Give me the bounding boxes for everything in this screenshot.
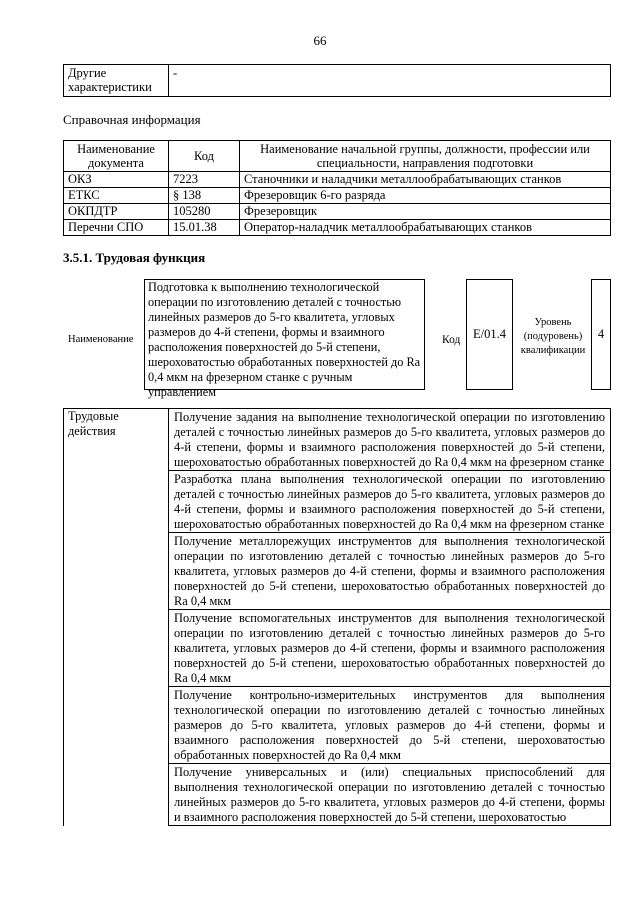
column-header-document: Наименование документа <box>64 141 169 172</box>
row-code: 7223 <box>169 172 240 188</box>
column-header-code: Код <box>169 141 240 172</box>
row-name: Оператор-наладчик металлообрабатывающих станков <box>240 220 611 236</box>
row-name: Фрезеровщик <box>240 204 611 220</box>
row-code: § 138 <box>169 188 240 204</box>
labor-action-item: Разработка плана выполнения технологической операции по изготовлению деталей с точностью линейных размеров до 5-го квалитета, угловых размеров до 4-й степени, формы и взаимного расположения поверхностей до 5-й степени, шероховатостью обработанных поверхностей до Ra 0,4 мкм на фрезерном станке <box>169 471 611 533</box>
qualification-level-value: 4 <box>591 279 611 390</box>
row-name: Станочники и наладчики металлообрабатывающих станков <box>240 172 611 188</box>
column-header-name: Наименование начальной группы, должности, профессии или специальности, направления подготовки <box>240 141 611 172</box>
labor-action-item: Получение задания на выполнение технологической операции по изготовлению деталей с точностью линейных размеров до 5-го квалитета, угловых размеров до 4-й степени, формы и взаимного расположения поверхностей до 5-й степени, шероховатостью обработанных поверхностей до Ra 0,4 мкм на фрезерном станке <box>169 409 611 471</box>
reference-heading: Справочная информация <box>63 112 201 127</box>
labor-action-item: Получение универсальных и (или) специальных приспособлений для выполнения технологической операции по изготовлению деталей с точностью линейных размеров до 5-го квалитета, угловых размеров до 4-й степени, формы и взаимного расположения поверхностей до 5-й степени, шероховатостью <box>169 764 611 826</box>
table-row <box>64 220 611 236</box>
row-name: Фрезеровщик 6-го разряда <box>240 188 611 204</box>
reference-table <box>63 140 611 236</box>
function-name-value: Подготовка к выполнению технологической операции по изготовлению деталей с точностью линейных размеров до 5-го квалитета, угловых размеров до 4-й степени, формы и взаимного расположения поверхностей до 5-й степени, шероховатостью обработанных поверхностей до Ra 0,4 мкм на фрезерном станке с ручным управлением <box>144 279 425 390</box>
labor-action-item: Получение металлорежущих инструментов для выполнения технологической операции по изготовлению деталей с точностью линейных размеров до 5-го квалитета, угловых размеров до 4-й степени, формы и взаимного расположения поверхностей до 5-й степени, шероховатостью обработанных поверхностей до Ra 0,4 мкм <box>169 533 611 610</box>
row-document: ОКЗ <box>64 172 169 188</box>
page-number: 66 <box>313 33 327 48</box>
other-characteristics-value: - <box>169 65 611 97</box>
function-name-label: Наименование <box>68 334 134 345</box>
function-code-label: Код <box>442 334 461 346</box>
labor-action-item: Получение контрольно-измерительных инструментов для выполнения технологической операции по изготовлению деталей с точностью линейных размеров до 5-го квалитета, угловых размеров до 4-й степени, формы и взаимного расположения поверхностей до 5-й степени, шероховатостью обработанных поверхностей до Ra 0,4 мкм <box>169 687 611 764</box>
page-bottom-margin <box>0 862 640 905</box>
table-row <box>64 172 611 188</box>
other-characteristics-label: Другие характеристики <box>64 65 169 97</box>
function-code-value: E/01.4 <box>466 279 513 390</box>
table-row <box>64 188 611 204</box>
row-code: 15.01.38 <box>169 220 240 236</box>
table-header-row <box>64 141 611 172</box>
row-code: 105280 <box>169 204 240 220</box>
row-document: ЕТКС <box>64 188 169 204</box>
table-row <box>64 65 611 97</box>
row-document: Перечни СПО <box>64 220 169 236</box>
table-row <box>64 409 611 471</box>
table-row <box>64 204 611 220</box>
labor-actions-label: Трудовые действия <box>64 409 169 826</box>
section-title: 3.5.1. Трудовая функция <box>63 250 206 265</box>
other-characteristics-table <box>63 64 611 97</box>
row-document: ОКПДТР <box>64 204 169 220</box>
qualification-level-label: Уровень (подуровень) квалификации <box>520 317 586 356</box>
labor-actions-table <box>63 408 611 826</box>
labor-action-item: Получение вспомогательных инструментов для выполнения технологической операции по изготовлению деталей с точностью линейных размеров до 5-го квалитета, угловых размеров до 4-й степени, формы и взаимного расположения поверхностей до 5-й степени, шероховатостью обработанных поверхностей до Ra 0,4 мкм <box>169 610 611 687</box>
